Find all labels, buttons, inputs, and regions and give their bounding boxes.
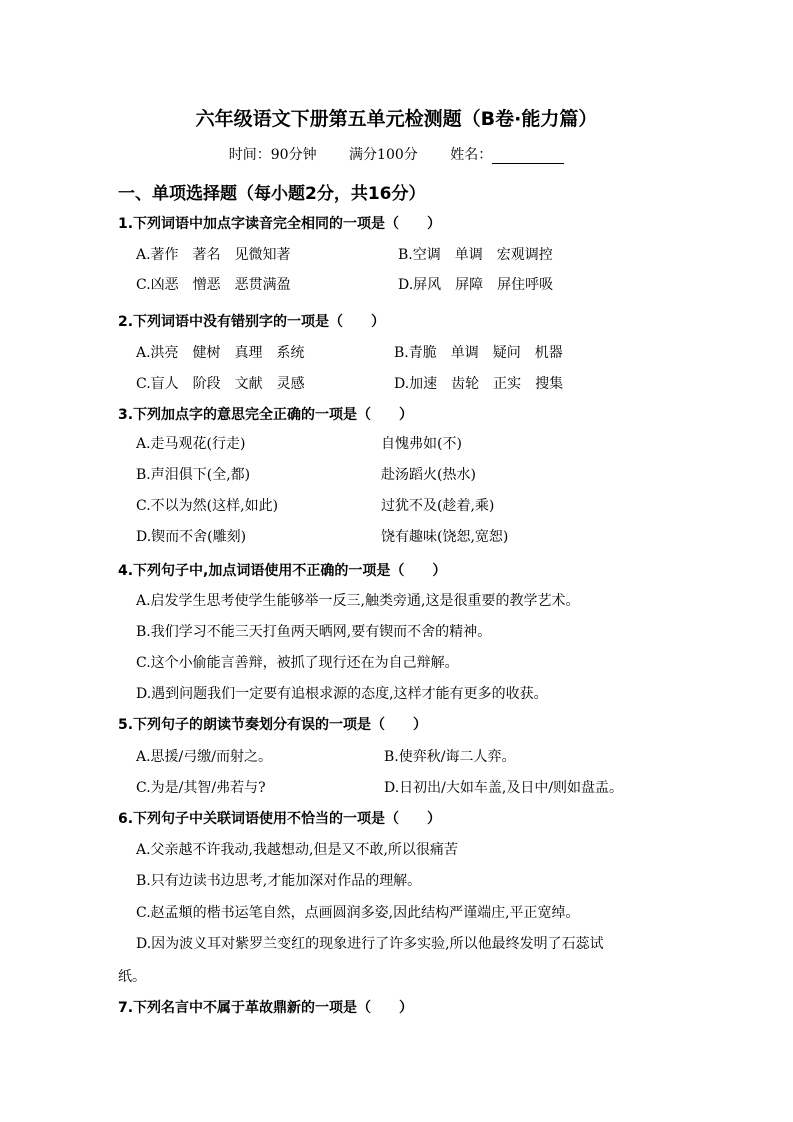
q5-option-c: C.为是/其智/弗若与? [136, 780, 266, 796]
q4-option-c: C.这个小偷能言善辩，被抓了现行还在为自己辩解。 [136, 655, 459, 671]
q3-option-b-2: 赴汤蹈火(热水) [381, 467, 476, 483]
q1-option-d: D.屏风 屏障 屏住呼吸 [398, 277, 554, 293]
q1-option-c: C.凶恶 憎恶 恶贯满盈 [136, 277, 291, 293]
q2-option-a: A.洪亮 健树 真理 系统 [136, 345, 305, 361]
question-4: 4.下列句子中,加点词语使用不正确的一项是（ ） [118, 563, 447, 579]
q3-option-d: D.锲而不舍(雕刻) [136, 529, 247, 545]
question-3: 3.下列加点字的意思完全正确的一项是（ ） [118, 407, 414, 423]
name-field[interactable] [450, 147, 564, 163]
question-1: 1.下列词语中加点字读音完全相同的一项是（ ） [118, 216, 442, 232]
q2-option-d: D.加速 齿轮 正实 搜集 [394, 376, 564, 392]
exam-meta [0, 144, 793, 164]
q2-option-b: B.青脆 单调 疑问 机器 [394, 345, 563, 361]
q3-option-a: A.走马观花(行走) [136, 436, 246, 452]
q5-option-d: D.日初出/大如车盖,及日中/则如盘盂。 [384, 780, 624, 796]
q4-option-d: D.遇到问题我们一定要有追根求源的态度,这样才能有更多的收获。 [136, 686, 548, 702]
q3-option-b: B.声泪俱下(全,都) [136, 467, 251, 483]
score-label: 满分100分 [349, 147, 418, 163]
q3-option-a-2: 自愧弗如(不) [381, 436, 462, 452]
q6-option-d-continued: 纸。 [118, 969, 146, 985]
q6-option-d: D.因为波义耳对紫罗兰变红的现象进行了许多实验,所以他最终发明了石蕊试 [136, 936, 604, 952]
q5-option-a: A.思援/弓缴/而射之。 [136, 749, 272, 765]
q2-option-c: C.盲人 阶段 文献 灵感 [136, 376, 305, 392]
q6-option-a: A.父亲越不许我动,我越想动,但是又不敢,所以很痛苦 [136, 842, 458, 858]
q6-option-c: C.赵孟頫的楷书运笔自然，点画圆润多姿,因此结构严谨端庄,平正宽绰。 [136, 905, 580, 921]
question-5: 5.下列句子的朗读节奏划分有误的一项是（ ） [118, 717, 428, 733]
question-6: 6.下列句子中关联词语使用不恰当的一项是（ ） [118, 811, 442, 827]
name-label: 姓名： [450, 147, 493, 163]
q1-option-a: A.著作 著名 见微知著 [136, 247, 291, 263]
q3-option-c: C.不以为然(这样,如此) [136, 498, 279, 514]
time-label: 时间：90分钟 [228, 147, 317, 163]
q5-option-b: B.使弈秋/诲二人弈。 [384, 749, 516, 765]
q1-option-b: B.空调 单调 宏观调控 [398, 247, 553, 263]
q4-option-a: A.启发学生思考使学生能够举一反三,触类旁通,这是很重要的教学艺术。 [136, 593, 580, 609]
name-blank[interactable] [492, 149, 564, 164]
question-2: 2.下列词语中没有错别字的一项是（ ） [118, 314, 386, 330]
q4-option-b: B.我们学习不能三天打鱼两天晒网,要有锲而不舍的精神。 [136, 624, 492, 640]
q6-option-b: B.只有边读书边思考,才能加深对作品的理解。 [136, 873, 422, 889]
section-heading: 一、单项选择题（每小题2分，共16分） [118, 184, 426, 204]
question-7: 7.下列名言中不属于革故鼎新的一项是（ ） [118, 1000, 414, 1016]
q3-option-d-2: 饶有趣味(饶恕,宽恕) [381, 529, 509, 545]
q3-option-c-2: 过犹不及(趁着,乘) [381, 498, 495, 514]
page-title: 六年级语文下册第五单元检测题（B卷·能力篇） [195, 108, 598, 130]
